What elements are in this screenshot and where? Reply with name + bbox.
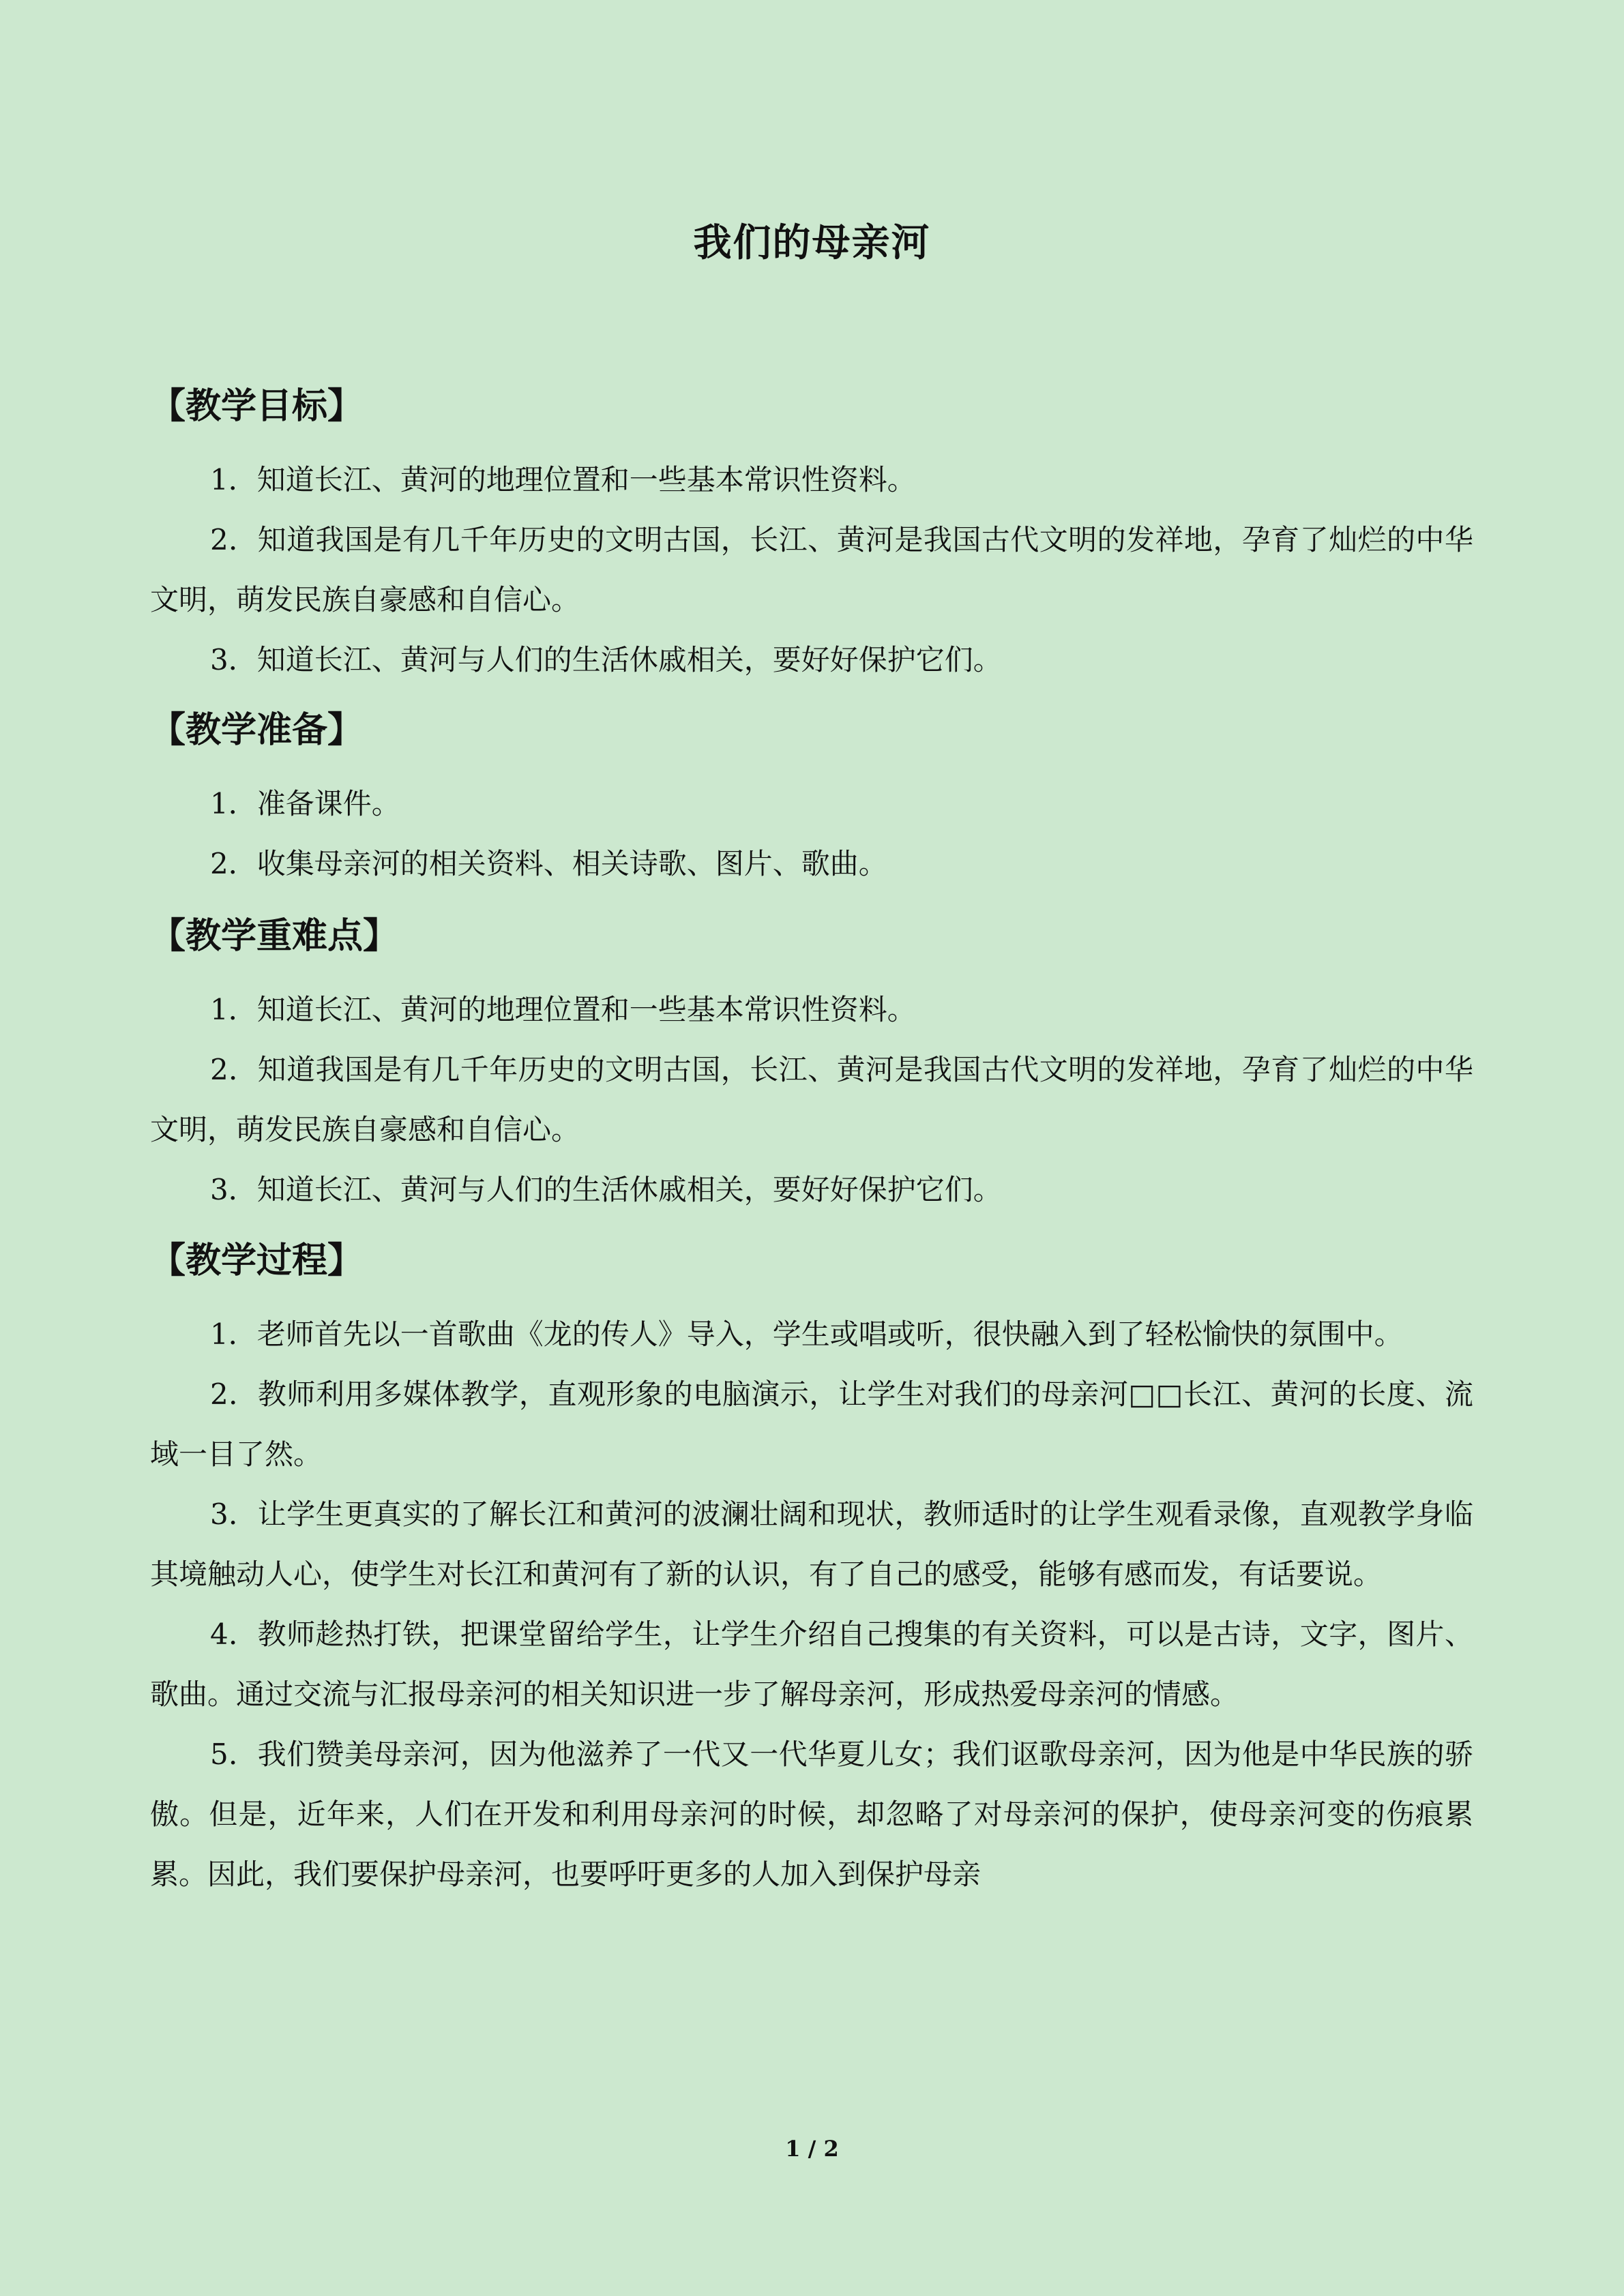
section-teaching-objectives <box>150 382 1473 706</box>
list-item: 2．教师利用多媒体教学，直观形象的电脑演示，让学生对我们的母亲河□□长江、黄河的长度、流域一目了然。 <box>150 1377 1473 1471</box>
document-title: 我们的母亲河 <box>693 220 931 265</box>
list-item: 1．准备课件。 <box>210 787 400 820</box>
list-item: 3．知道长江、黄河与人们的生活休戚相关，要好好保护它们。 <box>210 1173 1002 1206</box>
list-item: 3．让学生更真实的了解长江和黄河的波澜壮阔和现状，教师适时的让学生观看录像，直观教学身临其境触动人心，使学生对长江和黄河有了新的认识，有了自己的感受，能够有感而发，有话要说。 <box>150 1497 1473 1591</box>
key-points-list <box>150 980 1473 1220</box>
section-heading: 【教学过程】 <box>150 1240 364 1281</box>
section-teaching-preparation <box>150 706 1473 912</box>
section-teaching-process <box>150 1236 1473 1905</box>
list-item: 1．知道长江、黄河的地理位置和一些基本常识性资料。 <box>210 463 916 496</box>
process-list <box>150 1304 1473 1905</box>
list-item: 2．知道我国是有几千年历史的文明古国，长江、黄河是我国古代文明的发祥地，孕育了灿烂的中华文明，萌发民族自豪感和自信心。 <box>150 1053 1473 1146</box>
section-heading: 【教学准备】 <box>150 710 364 751</box>
section-heading: 【教学重难点】 <box>150 916 399 957</box>
page-number: 1 / 2 <box>785 2136 839 2162</box>
list-item: 4．教师趁热打铁，把课堂留给学生，让学生介绍自己搜集的有关资料，可以是古诗，文字，图片、歌曲。通过交流与汇报母亲河的相关知识进一步了解母亲河，形成热爱母亲河的情感。 <box>150 1617 1473 1711</box>
list-item: 2．收集母亲河的相关资料、相关诗歌、图片、歌曲。 <box>210 847 887 880</box>
list-item: 2．知道我国是有几千年历史的文明古国，长江、黄河是我国古代文明的发祥地，孕育了灿烂的中华文明，萌发民族自豪感和自信心。 <box>150 523 1473 616</box>
list-item: 5．我们赞美母亲河，因为他滋养了一代又一代华夏儿女；我们讴歌母亲河，因为他是中华民族的骄傲。但是，近年来，人们在开发和利用母亲河的时候，却忽略了对母亲河的保护，使母亲河变的伤痕累累。因此，我们要保护母亲河，也要呼吁更多的人加入到保护母亲 <box>150 1738 1473 1891</box>
objectives-list <box>150 450 1473 690</box>
section-key-difficulties <box>150 912 1473 1236</box>
document-body <box>150 382 1473 1905</box>
list-item: 1．知道长江、黄河的地理位置和一些基本常识性资料。 <box>210 993 916 1026</box>
list-item: 1．老师首先以一首歌曲《龙的传人》导入，学生或唱或听，很快融入到了轻松愉快的氛围中。 <box>210 1317 1403 1351</box>
preparation-list <box>150 774 1473 894</box>
section-heading: 【教学目标】 <box>150 386 364 427</box>
list-item: 3．知道长江、黄河与人们的生活休戚相关，要好好保护它们。 <box>210 643 1002 676</box>
